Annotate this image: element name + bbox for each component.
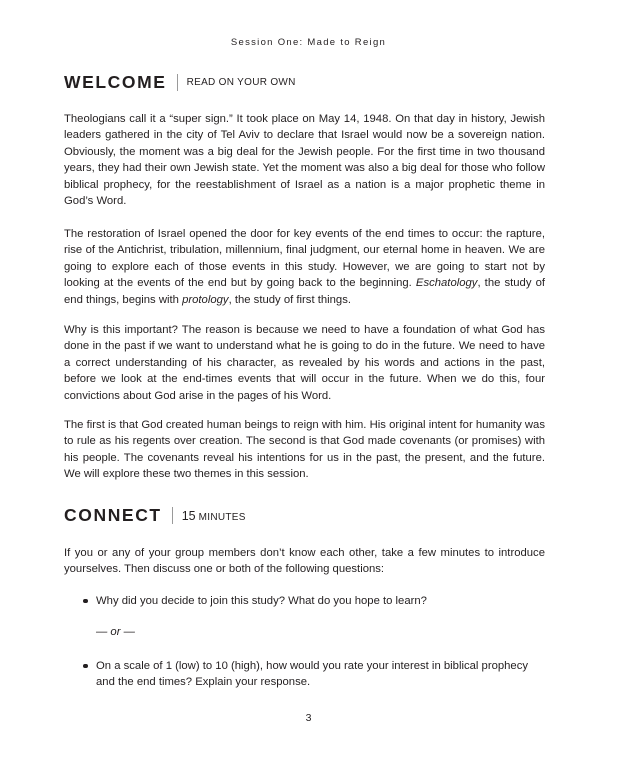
question-text: On a scale of 1 (low) to 10 (high), how would you rate your interest in biblical prophecy and the end times? Explain your response. (96, 660, 529, 689)
heading-divider (172, 507, 173, 524)
welcome-title: WELCOME (64, 72, 167, 92)
or-separator: — or — (96, 626, 135, 638)
welcome-heading (64, 72, 296, 93)
italic-term-protology: protology (182, 293, 229, 306)
bullet-icon (83, 599, 88, 604)
welcome-paragraph-3: Why is this important? The reason is because we need to have a foundation of what God has done in the past if we want to understand what he is going to do in the future. We need to have a correct understanding of his character, as revealed by his words and actions in the past, before we look at the end-times events that will occur in the future. When we do this, four convictions about God arise in the pages of his Word. (64, 324, 545, 402)
paragraph-text: , the study of end things, begins with (64, 277, 545, 306)
connect-intro: If you or any of your group members don’t know each other, take a few minutes to introduce yourselves. Then discuss one or both of the following questions: (64, 547, 545, 576)
welcome-paragraph-4: The first is that God created human beings to reign with him. His original intent for humanity was to rule as his regents over creation. The second is that God made covenants (or promises) with his people. The covenants reveal his intentions for us in the past, the present, and the future. We will explore these two themes in this session. (64, 419, 545, 481)
heading-divider (177, 74, 178, 91)
welcome-subtitle: READ ON YOUR OWN (186, 77, 296, 88)
italic-term-eschatology: Eschatology (415, 277, 478, 290)
paragraph-text: The restoration of Israel opened the door for key events of the end times to occur: the rapture, rise of the Antichrist, tribulation, millennium, final judgment, our eternal home in heaven. We are going to explore each of those events in this study. However, we are going to start not by looking at the events of the end but by going back to the beginning. (64, 228, 545, 290)
welcome-paragraph-1: Theologians call it a “super sign.” It took place on May 14, 1948. On that day in history, Jewish leaders gathered in the city of Tel Aviv to declare that Israel would now be a sovereign nation. Obviously, the moment was a big deal for the Jewish people. For the first time in two thousand years, they had their own Jewish state. Yet the moment was also a big deal for those who follow biblical prophecy, for the reestablishment of Israel as a nation is a major prophetic theme in God’s Word. (64, 113, 545, 208)
welcome-paragraph-2 (64, 226, 545, 308)
paragraph-text: , the study of first things. (228, 293, 352, 306)
page-number: 3 (305, 712, 312, 724)
list-item (83, 593, 545, 609)
running-head: Session One: Made to Reign (230, 37, 387, 48)
connect-title: CONNECT (64, 505, 162, 525)
duration-unit: MINUTES (198, 511, 246, 523)
list-item (83, 658, 545, 691)
connect-heading (64, 505, 246, 526)
duration-number: 15 (181, 508, 196, 523)
question-text: Why did you decide to join this study? What do you hope to learn? (96, 595, 427, 607)
connect-duration (182, 509, 246, 523)
bullet-icon (83, 664, 88, 669)
